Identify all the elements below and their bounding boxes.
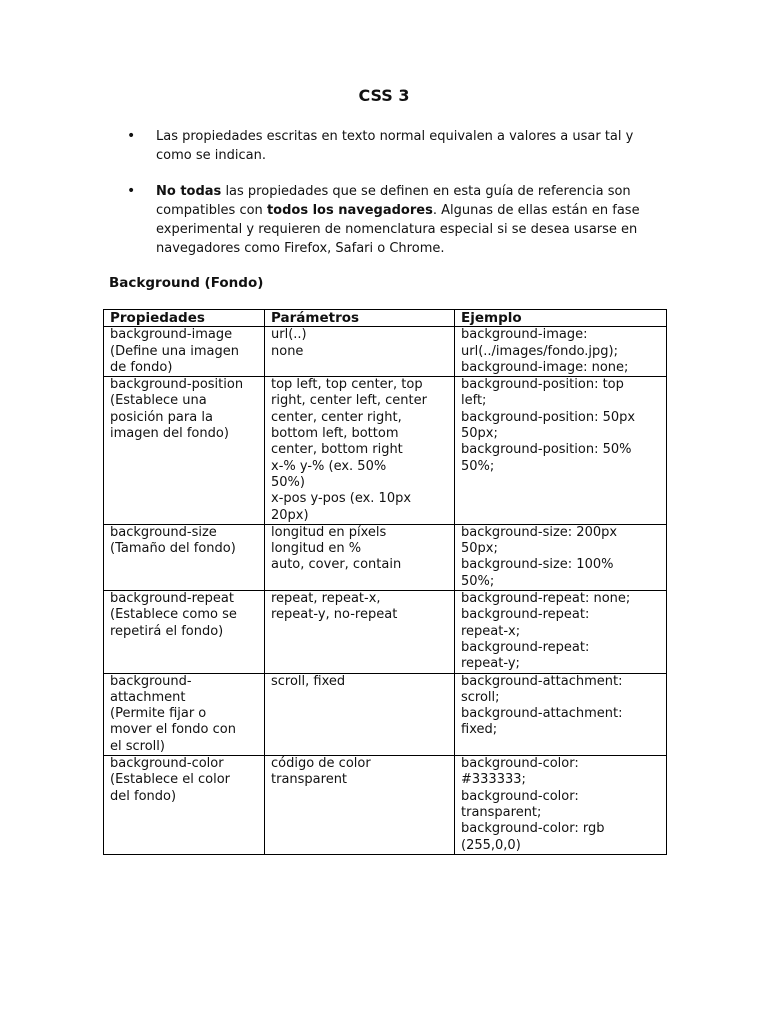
intro-bullet-list [127,127,667,275]
cell-text-line: repetirá el fondo) [110,623,224,639]
cell-text-line: posición para la [110,409,213,425]
parameters-cell [265,524,455,590]
cell-text-line: longitud en % [271,541,362,557]
cell-text-line: url(..) [271,327,307,343]
table-row [104,327,667,377]
property-cell [104,591,265,673]
table-row [104,756,667,855]
example-cell [455,377,667,525]
cell-text-line: código de color [271,756,371,772]
cell-text-line: 50%; [461,458,495,474]
cell-text-line: repeat, repeat-x, [271,591,381,607]
cell-text-line: top left, top center, top [271,377,423,393]
cell-text-line: background-position: 50% [461,442,632,458]
cell-text-line: left; [461,393,487,409]
cell-text-line: transparent [271,772,348,788]
cell-text-line: 20px) [271,507,309,523]
cell-text-line: x-% y-% (ex. 50% [271,458,387,474]
table-row [104,591,667,673]
cell-text-line: el scroll) [110,738,165,754]
property-cell [104,756,265,855]
property-cell [104,377,265,525]
cell-text-line: url(../images/fondo.jpg); [461,343,619,359]
table-row [104,377,667,525]
cell-text-line: mover el fondo con [110,722,236,738]
cell-text-line: background-image [110,327,233,343]
cell-text-line: right, center left, center [271,393,427,409]
cell-text-line: background-position: 50px [461,409,636,425]
cell-text-line: repeat-y; [461,656,520,672]
cell-text-line: 50px; [461,426,498,442]
cell-text-line: 50%; [461,573,495,589]
cell-text-line: background-image: none; [461,359,629,375]
cell-text-line: (Define una imagen [110,343,239,359]
example-cell [455,524,667,590]
cell-text-line: background-size: 100% [461,557,614,573]
example-cell [455,327,667,377]
cell-text-line: transparent; [461,804,542,820]
cell-text-line: bottom left, bottom [271,426,399,442]
cell-text-line: background-repeat [110,591,234,607]
table-row [104,524,667,590]
bullet-icon: • [127,128,136,144]
section-heading-background: Background (Fondo) [109,275,264,291]
cell-text-line: (Tamaño del fondo) [110,541,236,557]
cell-text-line: repeat-y, no-repeat [271,607,398,623]
bullet-item-compatibility: • No todas las propiedades que se definen en esta guía de referencia son compatibles con todos los navegadores. Algunas de ellas están en fase experimental y requieren de nomenclatura especial si se desea usarse en navegadores como Firefox, Safari o Chrome. [127,183,640,256]
cell-text-line: background-color: rgb [461,821,605,837]
background-properties-table [103,309,667,855]
cell-text-line: center, center right, [271,409,402,425]
property-cell [104,524,265,590]
example-cell [455,756,667,855]
cell-text-line: center, bottom right [271,442,403,458]
cell-text-line: (Establece el color [110,772,231,788]
parameters-cell [265,327,455,377]
cell-text-line: background- [110,673,192,689]
cell-text-line: (255,0,0) [461,837,521,853]
cell-text-line: (Establece como se [110,607,237,623]
cell-text-line: fixed; [461,722,498,738]
cell-text-line: background-position: top [461,377,624,393]
table-header-row [104,310,667,327]
cell-text-line: background-color: [461,756,579,772]
cell-text-line: #333333; [461,772,526,788]
cell-text-line: background-position [110,377,244,393]
cell-text-line: auto, cover, contain [271,557,402,573]
parameters-cell [265,377,455,525]
bold-todos-los-navegadores: todos los navegadores [266,203,433,218]
header-ejemplo: Ejemplo [455,310,667,327]
cell-text-line: x-pos y-pos (ex. 10px [271,491,412,507]
header-parametros: Parámetros [265,310,455,327]
example-cell [455,673,667,755]
cell-text-line: background-image: [461,327,588,343]
parameters-cell [265,673,455,755]
cell-text-line: background-size: 200px [461,524,618,540]
property-cell [104,673,265,755]
cell-text-line: (Establece una [110,393,207,409]
cell-text-line: del fondo) [110,788,177,804]
bullet-icon: • [127,183,136,199]
example-cell [455,591,667,673]
parameters-cell [265,591,455,673]
header-propiedades: Propiedades [104,310,265,327]
cell-text-line: attachment [110,689,186,705]
cell-text-line: scroll; [461,689,500,705]
table-row [104,673,667,755]
cell-text-line: background-attachment: [461,673,623,689]
property-cell [104,327,265,377]
cell-text-line: background-repeat: none; [461,591,631,607]
cell-text-line: background-color: [461,788,579,804]
parameters-cell [265,756,455,855]
cell-text-line: longitud en píxels [271,524,387,540]
cell-text-line: (Permite fijar o [110,706,207,722]
cell-text-line: de fondo) [110,359,173,375]
cell-text-line: background-color [110,756,224,772]
page-title: CSS 3 [358,86,410,105]
cell-text-line: imagen del fondo) [110,426,229,442]
cell-text-line: background-repeat: [461,607,590,623]
cell-text-line: 50%) [271,474,305,490]
cell-text-line: 50px; [461,541,498,557]
cell-text-line: repeat-x; [461,623,521,639]
cell-text-line: scroll, fixed [271,673,346,689]
cell-text-line: background-repeat: [461,639,590,655]
cell-text-line: none [271,343,304,359]
bold-no-todas: No todas [156,184,222,199]
cell-text-line: background-attachment: [461,706,623,722]
bullet-item-values: • Las propiedades escritas en texto normal equivalen a valores a usar tal y como se indican. [127,128,634,163]
cell-text-line: background-size [110,524,217,540]
